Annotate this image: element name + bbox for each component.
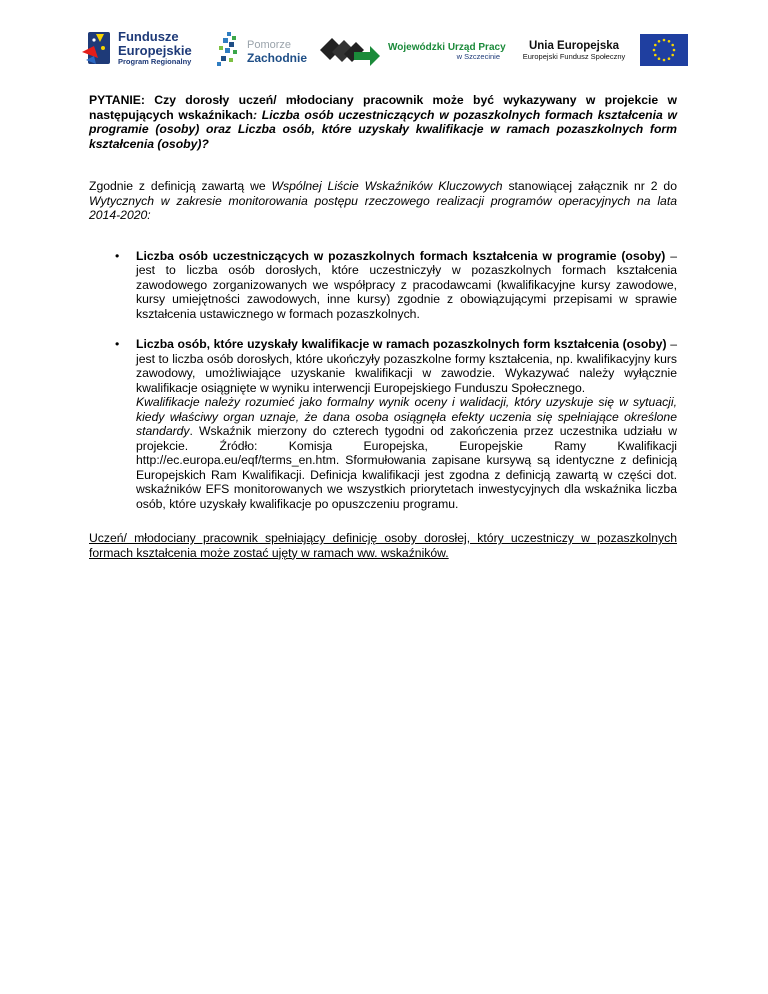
bullet-icon: • (115, 248, 120, 263)
intro-italic2: Wytycznych w zakresie monitorowania postępu rzeczowego realizacji programów operacyjnych na lata 2014-2020: (89, 193, 677, 222)
list-item (89, 249, 677, 322)
wup-line2: w Szczecinie (456, 52, 500, 61)
fundusze-europejskie-logo (82, 24, 212, 74)
conclusion-paragraph: Uczeń/ młodociany pracownik spełniający definicję osoby dorosłej, który uczestniczy w pozaszkolnych formach kształcenia może zostać ujęty w ramach ww. wskaźników. (89, 531, 677, 560)
intro-paragraph (89, 179, 677, 223)
fe-emblem-icon (82, 28, 116, 68)
definitions-list (89, 249, 677, 512)
definition-text: – jest to liczba osób dorosłych, które ukończyły pozaszkolne formy kształcenia, np. kwalifikacyjny kurs zawodowy, umożliwiające uzyskanie kwalifikacji w zawodzie. Wykazywać należy wyłącznie kwalifikacje osiągnięte w wyniku interwencji Europejskiego Funduszu Społecznego. (136, 337, 677, 395)
definition-term: Liczba osób, które uzyskały kwalifikacje w ramach pozaszkolnych form kształcenia (osoby) (136, 337, 667, 351)
document-body (89, 93, 677, 560)
question-paragraph (89, 93, 677, 151)
fe-subtitle: Program Regionalny (118, 57, 192, 67)
intro-part2: stanowiącej załącznik nr 2 do (502, 179, 677, 193)
fe-title-line2: Europejskie (118, 42, 192, 58)
definition-italic: Kwalifikacje należy rozumieć jako formalny wynik oceny i walidacji, który uzyskuje się w sytuacji, kiedy właściwy organ uznaje, że dana osoba osiągnęła efekty uczenia się spełniające określone standardy (136, 395, 677, 438)
intro-italic1: Wspólnej Liście Wskaźników Kluczowych (271, 179, 503, 193)
question-lead: PYTANIE: Czy dorosły uczeń/ młodociany pracownik może być wykazywany w projekcie w następujących wskaźnikach (89, 93, 677, 122)
pomorze-line2: Zachodnie (247, 50, 308, 65)
unia-europejska-logo (510, 24, 690, 74)
eu-flag-icon (640, 34, 688, 66)
definition-term: Liczba osób uczestniczących w pozaszkolnych formach kształcenia w programie (osoby) (136, 248, 666, 263)
ue-line2: Europejski Fundusz Społeczny (522, 52, 626, 62)
logo-bar (0, 24, 768, 80)
fe-title-line1: Fundusze (118, 29, 179, 44)
wup-emblem-icon (318, 32, 382, 72)
wup-logo (318, 24, 506, 74)
ue-line1: Unia Europejska (528, 40, 620, 52)
intro-part1: Zgodnie z definicją zawartą we (89, 179, 272, 193)
pomorze-line1: Pomorze (247, 39, 292, 51)
bullet-icon: • (115, 337, 120, 351)
definition-source: . Wskaźnik mierzony do czterech tygodni od zakończenia przez uczestnika udziału w projekcie. Źródło: Komisja Europejska, Europejskie Ramy Kwalifikacji http://ec.europa.eu/eqf/terms_en.htm. Sformułowania zapisane kursywą są identyczne z definicją Europejskich Ram Kwalifikacji. Definicja kwalifikacji jest zgodna z definicją zawartą w części dot. wskaźników EFS monitorowanych we wszystkich priorytetach inwestycyjnych dla wskaźnika liczba osób, które uzyskały kwalifikacje po opuszczeniu programu. (136, 424, 677, 511)
definition-text: – jest to liczba osób dorosłych, które uczestniczyły w pozaszkolnych formach kształcenia zawodowego zorganizowanych we współpracy z pracodawcami (kwalifikacyjne kursy zawodowe, kursy umiejętności zawodowych, inne kursy) zgodnie z obowiązującymi przepisami w sprawie kształcenia ustawicznego w formach pozaszkolnych. (136, 248, 677, 321)
wup-line1: Wojewódzki Urząd Pracy (388, 42, 506, 53)
pomorze-emblem-icon (215, 30, 245, 70)
list-item (89, 337, 677, 511)
question-italic: : Liczba osób uczestniczących w pozaszkolnych formach kształcenia w programie (osoby) oraz Liczba osób, które uzyskały kwalifikacje w ramach pozaszkolnych form kształcenia (osoby)? (89, 107, 677, 151)
pomorze-zachodnie-logo (215, 24, 315, 74)
